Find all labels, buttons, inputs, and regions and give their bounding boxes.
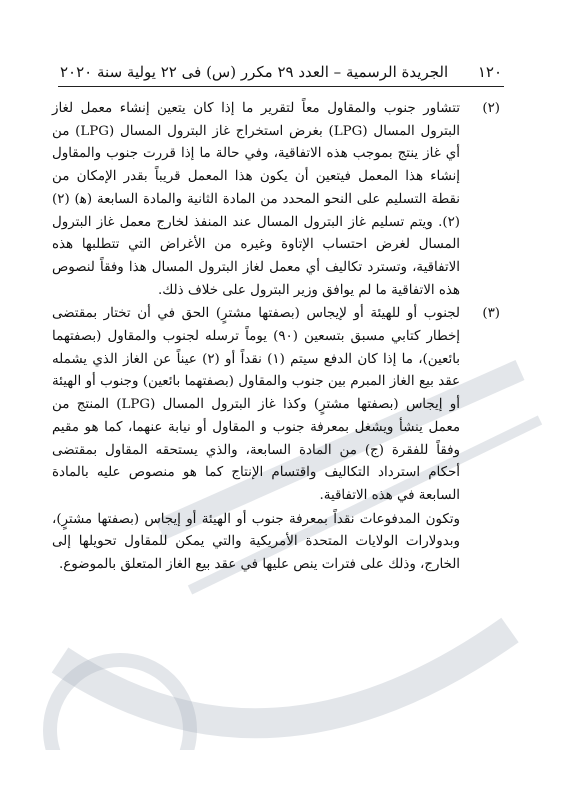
page-header <box>60 58 502 86</box>
closing-paragraph: وتكون المدفوعات نقداً بمعرفة جنوب أو الهيئة أو إيجاس (بصفتها مشترٍ)، وبدولارات الولايات المتحدة الأمريكية والتي يمكن للمقاول تحويلها إلى الخارج، وذلك على فترات ينص عليها في عقد بيع الغاز المتعلق بالموضوع. <box>52 511 460 573</box>
page-number: ١٢٠ <box>477 63 502 81</box>
header-divider <box>58 86 504 87</box>
clause-2 <box>52 98 500 302</box>
clause-text: تتشاور جنوب والمقاول معاً لتقرير ما إذا كان يتعين إنشاء معمل لغاز البترول المسال (LPG) بغرض استخراج غاز البترول المسال (LPG) من أي غاز ينتج بموجب هذه الاتفاقية، وفي حالة ما إذا قررت جنوب والمقاول إنشاء هذا المعمل فيتعين أن يكون هذا المعمل قريباً بقدر الإمكان من نقطة التسليم على النحو المحدد من المادة الثانية والمادة السابعة (ﻫ) (٢) (٢). ويتم تسليم غاز البترول المسال عند المنفذ لخارج معمل غاز البترول المسال لغرض احتساب الإتاوة وغيره من الأغراض التي تتطلبها هذه الاتفاقية، وتسترد تكاليف أي معمل لغاز البترول المسال هذا وفقاً لنصوص هذه الاتفاقية ما لم يوافق وزير البترول على خلاف ذلك. <box>52 101 460 298</box>
document-body <box>52 98 500 577</box>
publication-title: الجريدة الرسمية – العدد ٢٩ مكرر (س) فى ٢٢ يولية سنة ٢٠٢٠ <box>60 63 449 81</box>
clause-number: (٣) <box>482 306 500 322</box>
clause-text: لجنوب أو للهيئة أو لإيجاس (بصفتها مشترٍ) الحق في أن تختار بمقتضى إخطار كتابي مسبق بتسعين (٩٠) يوماً ترسله لجنوب والمقاول (بصفتهما بائعين)، ما إذا كان الدفع سيتم (١) نقداً أو (٢) عيناً عن الغاز الذي يشمله عقد بيع الغاز المبرم بين جنوب والمقاول (بصفتهما بائعين) وجنوب أو الهيئة أو إيجاس (بصفتها مشترٍ) وكذا غاز البترول المسال (LPG) المنتج من معمل ينشأ ويشغل بمعرفة جنوب و المقاول أو نيابة عنهما، كما هو مقيم وفقاً للفقرة (ج) من المادة السابعة، والذي يستحقه المقاول بمقتضى أحكام استرداد التكاليف واقتسام الإنتاج كما هو منصوص عليه بالمادة السابعة في هذه الاتفاقية. <box>52 306 461 503</box>
clause-3 <box>52 303 500 507</box>
clause-number: (٢) <box>482 101 500 116</box>
